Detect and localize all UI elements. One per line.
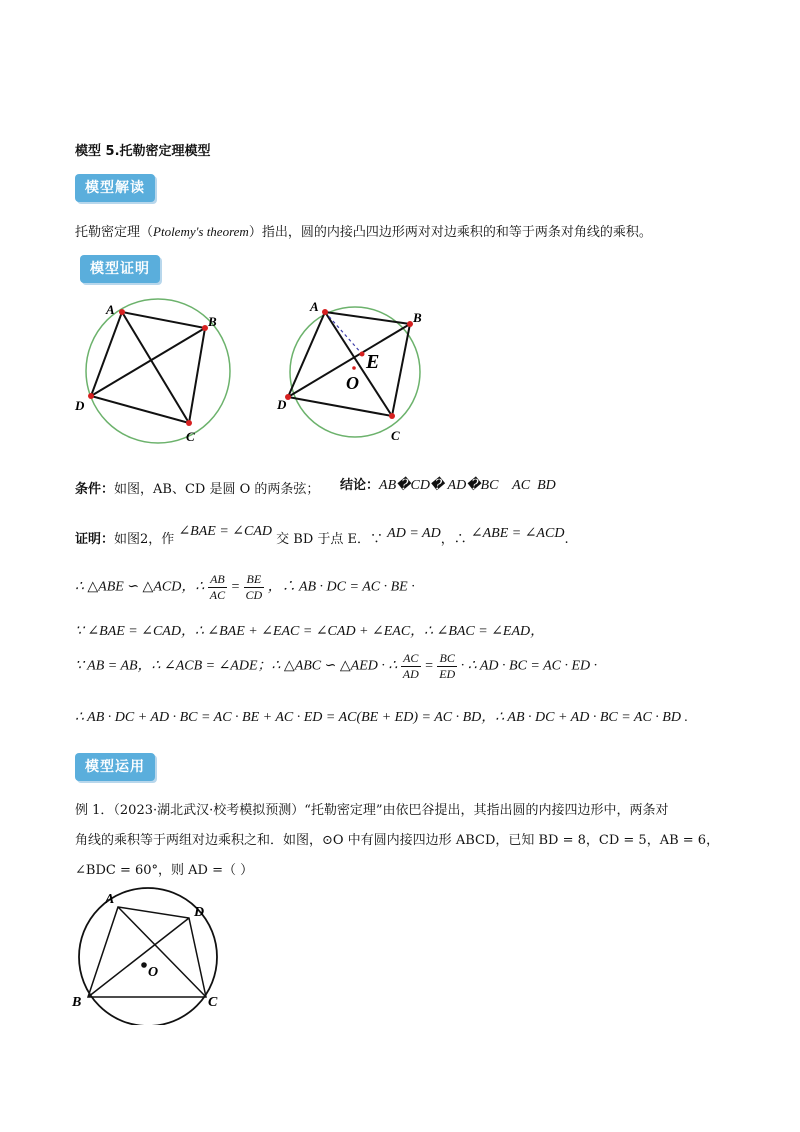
label-d: D <box>194 905 205 920</box>
numerator: AC <box>401 651 421 667</box>
point-e <box>360 352 365 357</box>
condition-line <box>75 478 319 497</box>
formula-arc-ad: AD = AD <box>387 526 441 541</box>
label-a: A <box>105 892 115 907</box>
fraction-ab-ac <box>208 572 227 603</box>
label-o: O <box>346 373 359 393</box>
figure-2-proof-construction <box>275 292 435 452</box>
label-c: C <box>391 428 400 443</box>
conclusion-label: 结论： <box>340 478 380 493</box>
formula-angle-abe-acd: ∠ABE = ∠ACD <box>470 526 565 541</box>
example-line-1: 例 1．（2023·湖北武汉·校考模拟预测）“托勒密定理”由依巴谷提出，其指出圆的内接四边形中，两条对 <box>75 803 669 818</box>
badge-model-application: 模型运用 <box>75 753 155 781</box>
proof-text: 如图2，作 <box>114 532 175 547</box>
proof-line-2 <box>75 572 415 603</box>
equals-sign: = <box>424 658 434 674</box>
point-o <box>352 366 356 370</box>
label-d: D <box>277 397 287 412</box>
proof-text: . <box>564 532 569 547</box>
diagonal-ac <box>118 907 206 997</box>
proof-line-5: ∴ AB · DC + AD · BC = AC · BE + AC · ED = AC(BE + ED) = AC · BD，∴ AB · DC + AD · BC = AC · BD . <box>75 710 688 725</box>
intro-prefix: 托勒密定理（ <box>75 225 154 240</box>
proof-label: 证明： <box>75 532 115 547</box>
condition-text: 如图，AB、CD 是圆 O 的两条弦； <box>114 482 320 497</box>
point-a <box>322 309 328 315</box>
intro-term: Ptolemy's theorem <box>153 224 249 239</box>
figure-1-cyclic-quadrilateral <box>70 295 250 455</box>
proof-text: ，∴ AB · DC = AC · BE · <box>267 579 415 595</box>
formula-angle-bae-cad: ∠BAE = ∠CAD <box>178 524 273 539</box>
equals-sign: = <box>230 579 241 595</box>
label-a: A <box>106 302 115 317</box>
point-c <box>186 420 192 426</box>
conclusion <box>340 474 556 494</box>
example-line-2: 角线的乘积等于两组对边乘积之和．如图，⊙O 中有圆内接四边形 ABCD，已知 BD = 8，CD = 5，AB = 6， <box>75 833 720 848</box>
fraction-be-cd <box>244 572 265 603</box>
label-a: A <box>310 299 319 314</box>
label-b: B <box>413 310 422 325</box>
label-e: E <box>366 351 380 373</box>
proof-line-3: ∵ ∠BAE = ∠CAD，∴ ∠BAE + ∠EAC = ∠CAD + ∠EAC，∴ ∠BAC = ∠EAD， <box>75 624 545 639</box>
label-c: C <box>186 429 195 444</box>
center-point <box>141 962 147 968</box>
example-line-3: ∠BDC = 60°，则 AD =（ ） <box>75 863 254 878</box>
point-d <box>88 393 94 399</box>
label-b: B <box>72 995 82 1010</box>
fraction-bc-ed <box>437 651 457 682</box>
label-b: B <box>208 314 217 329</box>
badge-model-proof: 模型证明 <box>80 255 160 283</box>
dashed-ae <box>325 312 362 354</box>
proof-text: · ∴ AD · BC = AC · ED · <box>460 658 598 674</box>
fraction-ac-ad <box>401 651 421 682</box>
numerator: AB <box>208 572 227 588</box>
proof-line-1 <box>75 524 569 548</box>
diagonal-bd <box>91 328 205 396</box>
denominator: ED <box>439 667 456 681</box>
condition-label: 条件： <box>75 482 115 497</box>
quadrilateral <box>91 312 205 423</box>
intro-suffix: ）指出，圆的内接凸四边形两对对边乘积的和等于两条对角线的乘积。 <box>248 225 652 240</box>
diagonal-ac <box>325 312 392 416</box>
badge-model-interpretation: 模型解读 <box>75 174 155 202</box>
denominator: CD <box>245 588 263 602</box>
numerator: BC <box>437 651 457 667</box>
section-heading: 模型 5.托勒密定理模型 <box>75 144 211 159</box>
quadrilateral <box>288 312 410 416</box>
label-c: C <box>208 995 218 1010</box>
proof-text: ，∴ <box>440 532 467 547</box>
intro-paragraph <box>75 221 652 240</box>
numerator: BE <box>244 572 265 588</box>
label-o: O <box>148 965 159 980</box>
label-d: D <box>75 398 85 413</box>
proof-line-4 <box>75 651 597 682</box>
proof-text: 交 BD 于点 E．∵ <box>276 532 384 547</box>
denominator: AC <box>209 588 226 602</box>
diagonal-bd <box>88 918 189 997</box>
proof-text: ∴ △ABE ∽ △ACD，∴ <box>75 579 205 595</box>
figure-3-example-diagram <box>68 885 238 1025</box>
proof-text: ∵ AB = AB，∴ ∠ACB = ∠ADE；∴ △ABC ∽ △AED · ∴ <box>75 658 398 674</box>
point-c <box>389 413 395 419</box>
point-a <box>119 309 125 315</box>
denominator: AD <box>402 667 419 681</box>
conclusion-text: AB�CD� AD�BC AC BD <box>379 478 556 493</box>
